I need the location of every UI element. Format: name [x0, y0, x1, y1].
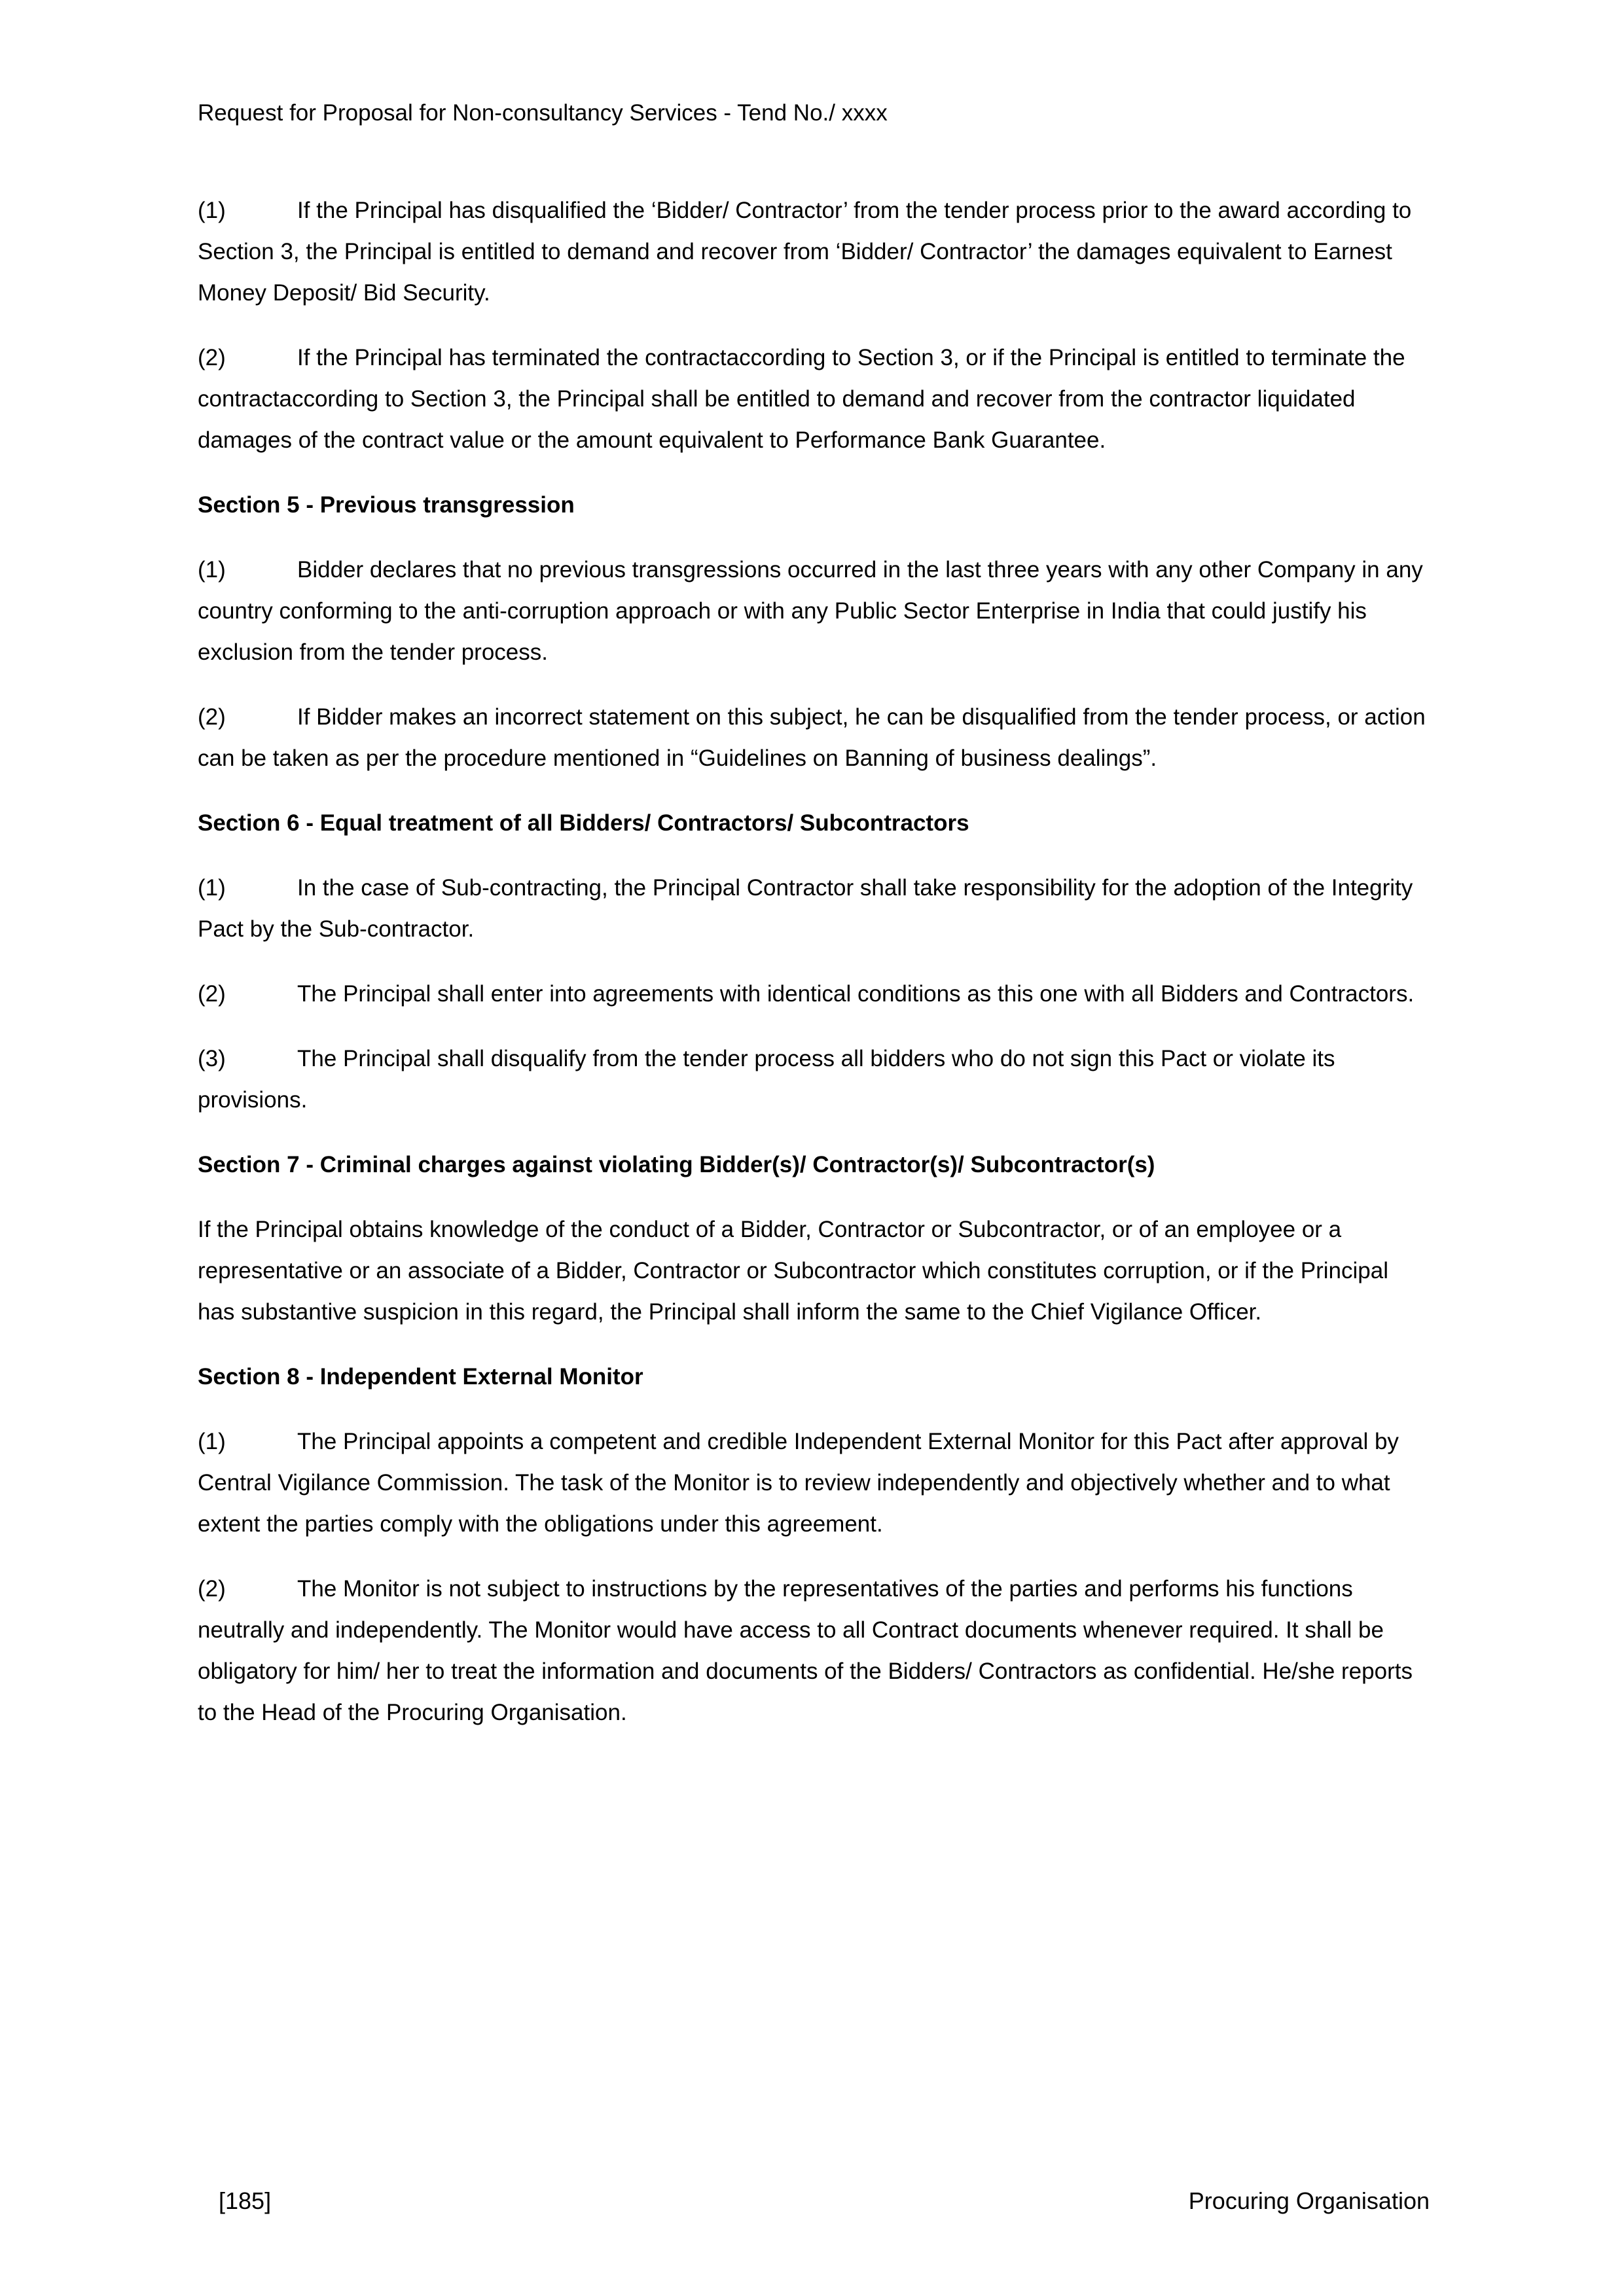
- paragraph-text: The Principal shall disqualify from the tender process all bidders who do not sign this Pact or violate its provisions.: [198, 1046, 1335, 1113]
- paragraph-text: If Bidder makes an incorrect statement on this subject, he can be disqualified from the tender process, or action can be taken as per the procedure mentioned in “Guidelines on Banning of business dealings”.: [198, 704, 1426, 771]
- paragraph-text: If the Principal has disqualified the ‘Bidder/ Contractor’ from the tender process prior to the award according to Section 3, the Principal is entitled to demand and recover from ‘Bidder/ Contractor’ the damages equivalent to Earnest Money Deposit/ Bid Security.: [198, 198, 1412, 306]
- paragraph-text: The Monitor is not subject to instructions by the representatives of the parties and performs his functions neutrally and independently. The Monitor would have access to all Contract documents whenever required. It shall be obligatory for him/ her to treat the information and documents of the Bidders/ Contractors as confidential. He/she reports to the Head of the Procuring Organisation.: [198, 1576, 1413, 1725]
- paragraph-number: (1): [198, 875, 226, 901]
- numbered-paragraph: [198, 337, 1430, 461]
- paragraph-number: (3): [198, 1046, 226, 1071]
- numbered-paragraph: [198, 867, 1430, 950]
- section-heading-7: Section 7 - Criminal charges against violating Bidder(s)/ Contractor(s)/ Subcontractor(s): [198, 1152, 1155, 1177]
- section-heading-8: Section 8 - Independent External Monitor: [198, 1364, 643, 1390]
- numbered-paragraph: [198, 190, 1430, 314]
- paragraph-text: If the Principal has terminated the contractaccording to Section 3, or if the Principal is entitled to terminate the contractaccording to Section 3, the Principal shall be entitled to demand and recover from the contractor liquidated damages of the contract value or the amount equivalent to Performance Bank Guarantee.: [198, 345, 1405, 453]
- paragraph-number: (2): [198, 704, 226, 730]
- numbered-paragraph: [198, 549, 1430, 673]
- document-header: Request for Proposal for Non-consultancy Services - Tend No./ xxxx: [198, 100, 888, 126]
- numbered-paragraph: [198, 1038, 1430, 1121]
- paragraph-number: (2): [198, 345, 226, 370]
- paragraph-text: Bidder declares that no previous transgressions occurred in the last three years with any other Company in any country conforming to the anti-corruption approach or with any Public Sector Enterprise in India that could justify his exclusion from the tender process.: [198, 557, 1423, 665]
- page-number: [185]: [219, 2187, 272, 2214]
- paragraph-number: (1): [198, 1429, 226, 1454]
- paragraph-number: (2): [198, 1576, 226, 1602]
- paragraph-text: In the case of Sub-contracting, the Principal Contractor shall take responsibility for the adoption of the Integrity Pact by the Sub-contractor.: [198, 875, 1413, 942]
- numbered-paragraph: [198, 696, 1430, 779]
- document-body: [198, 190, 1430, 1757]
- paragraph-number: (1): [198, 557, 226, 583]
- section-heading-5: Section 5 - Previous transgression: [198, 492, 575, 518]
- numbered-paragraph: [198, 1421, 1430, 1545]
- paragraph-number: (2): [198, 981, 226, 1007]
- document-footer: [198, 2187, 1430, 2215]
- paragraph-text: The Principal appoints a competent and credible Independent External Monitor for this Pact after approval by Central Vigilance Commission. The task of the Monitor is to review independently and objectively whether and to what extent the parties comply with the obligations under this agreement.: [198, 1429, 1399, 1537]
- paragraph-text: The Principal shall enter into agreements with identical conditions as this one with all Bidders and Contractors.: [297, 981, 1415, 1007]
- footer-organisation: Procuring Organisation: [1188, 2187, 1430, 2214]
- section-heading-6: Section 6 - Equal treatment of all Bidders/ Contractors/ Subcontractors: [198, 810, 969, 836]
- body-paragraph: If the Principal obtains knowledge of the conduct of a Bidder, Contractor or Subcontractor, or of an employee or a representative or an associate of a Bidder, Contractor or Subcontractor which constitutes corruption, or if the Principal has substantive suspicion in this regard, the Principal shall inform the same to the Chief Vigilance Officer.: [198, 1217, 1388, 1325]
- paragraph-number: (1): [198, 198, 226, 223]
- numbered-paragraph: [198, 1568, 1430, 1733]
- numbered-paragraph: [198, 973, 1430, 1014]
